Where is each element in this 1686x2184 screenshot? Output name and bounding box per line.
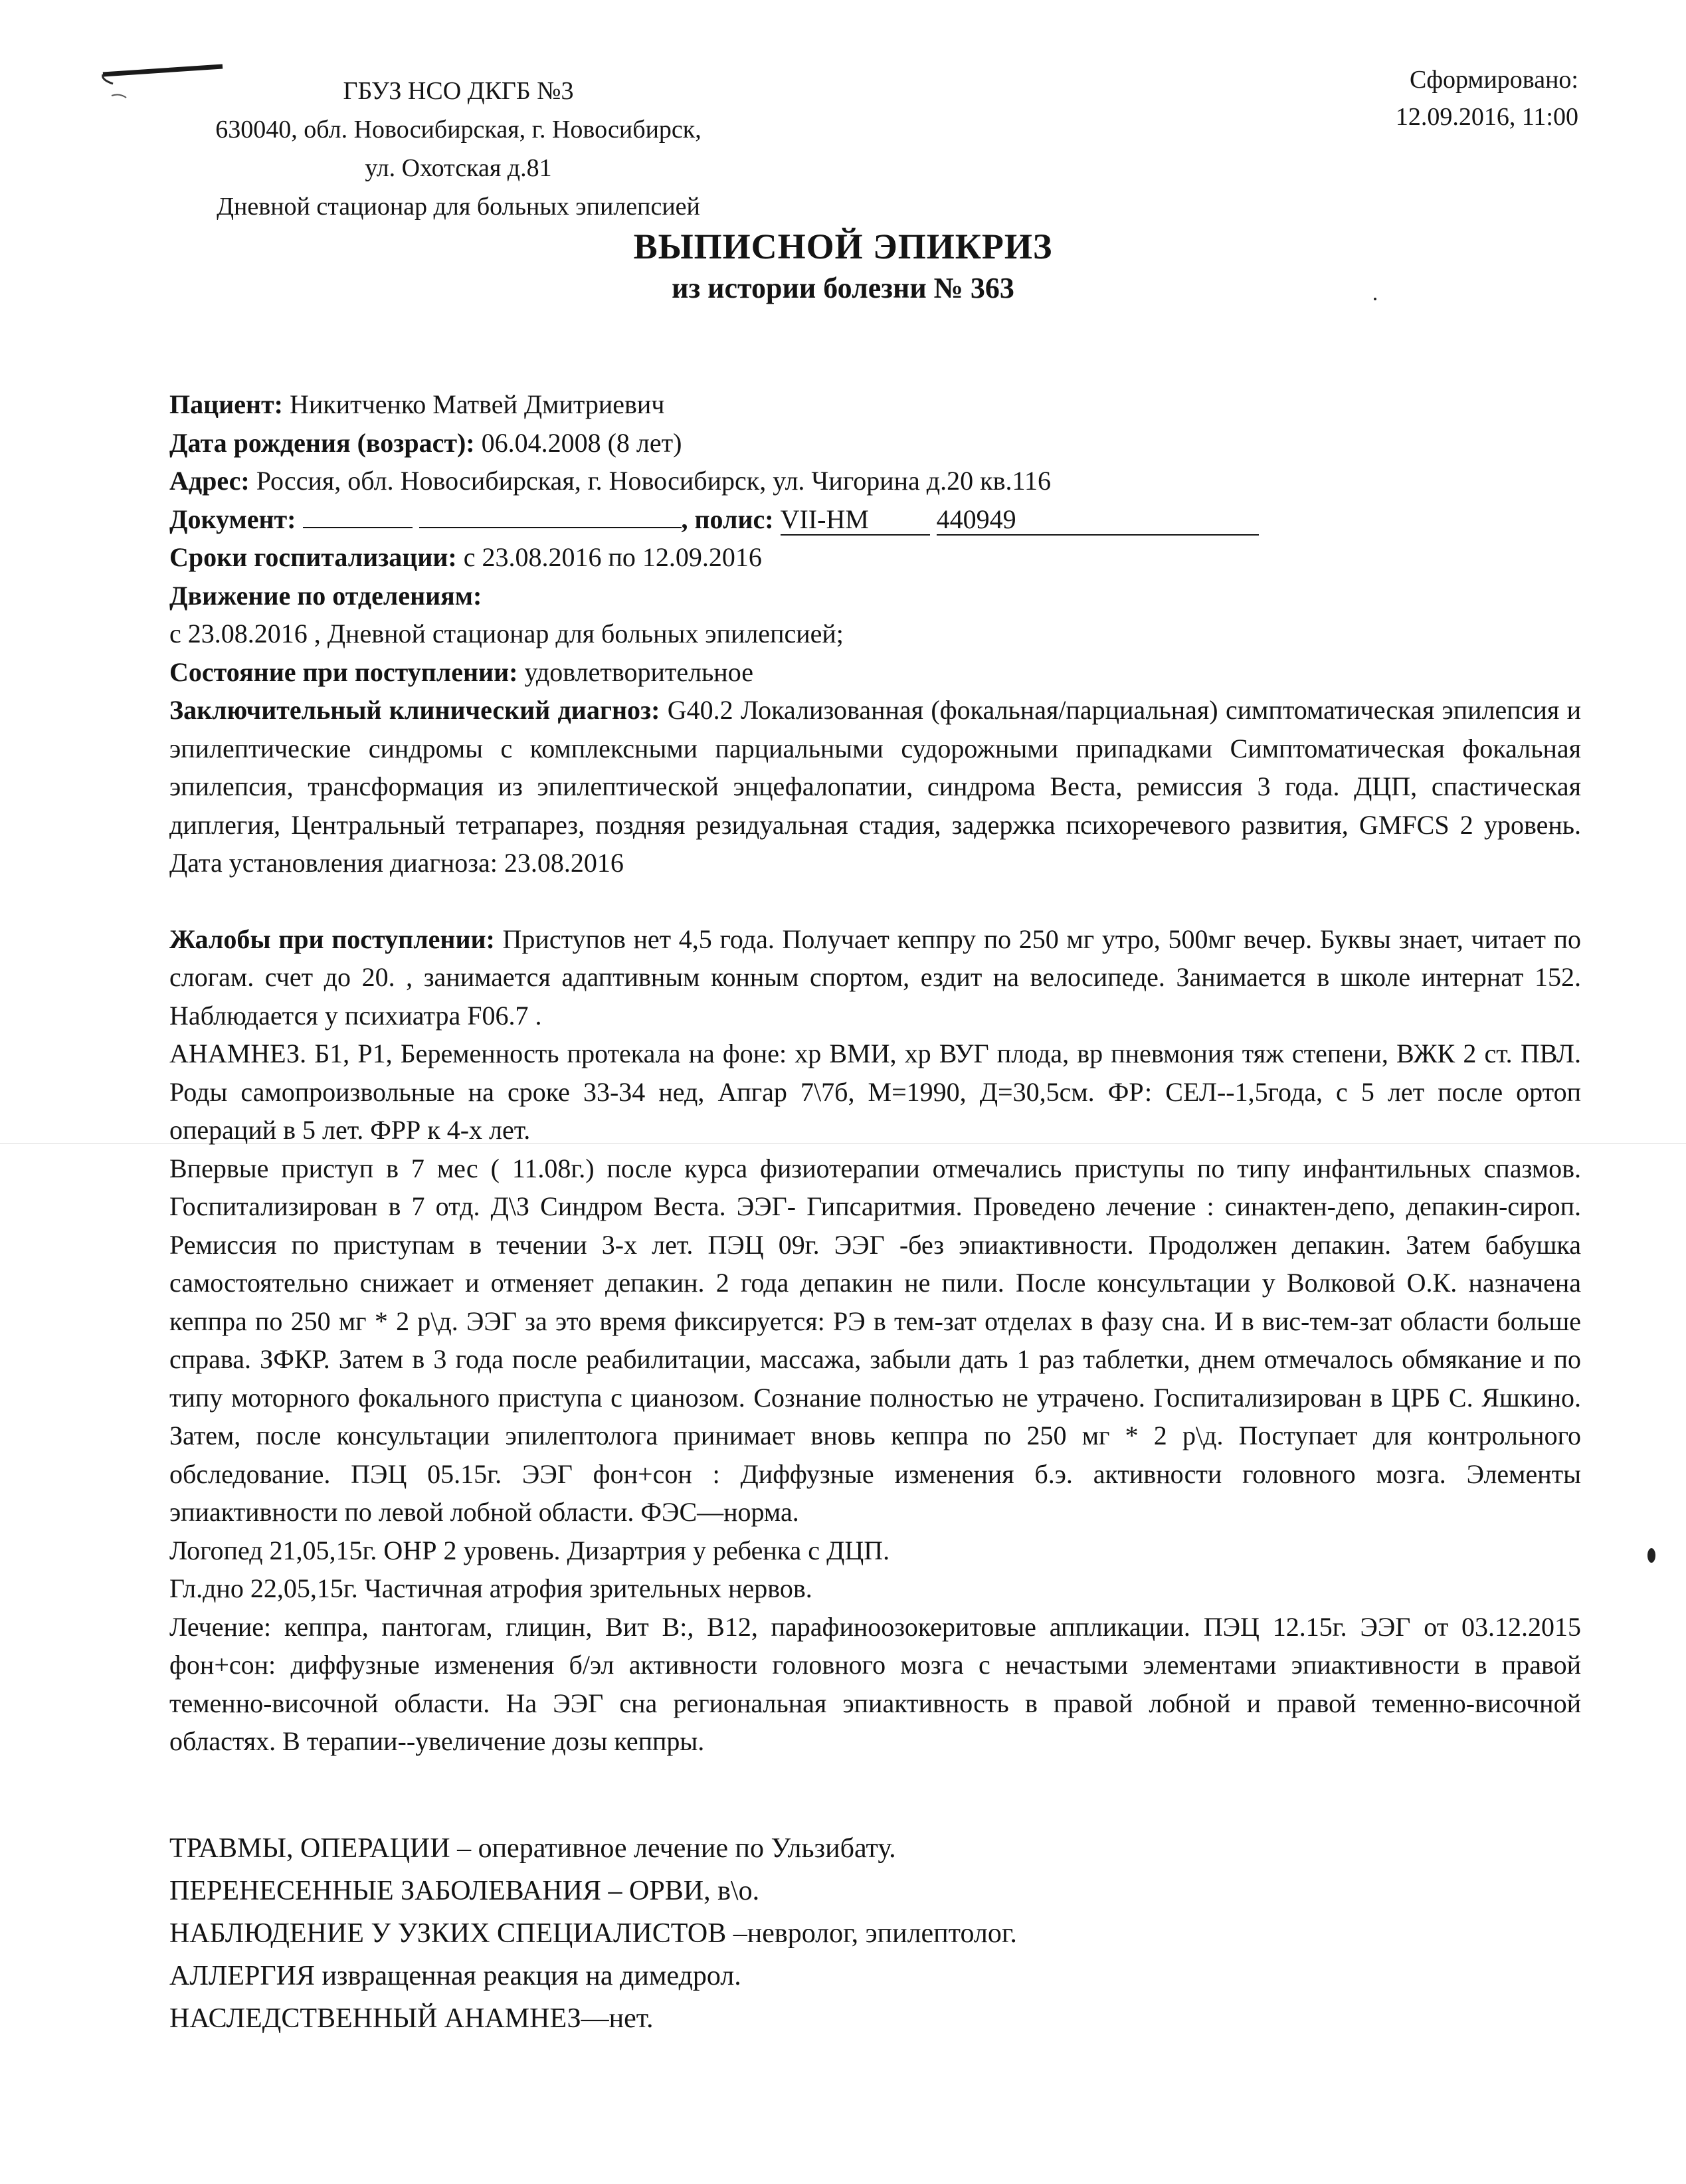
history-section: [169, 1827, 1581, 2040]
formed-timestamp: [1113, 61, 1578, 136]
organization-header: [159, 72, 757, 226]
speech-therapist-line: Логопед 21,05,15г. ОНР 2 уровень. Дизартрия у ребенка с ДЦП.: [169, 1535, 890, 1565]
dob-line: [169, 424, 1581, 462]
trauma-line: ТРАВМЫ, ОПЕРАЦИИ – оперативное лечение по Ульзибату.: [169, 1833, 896, 1864]
org-address-line: 630040, обл. Новосибирская, г. Новосибирск,: [215, 116, 702, 144]
admission-line: [169, 653, 1581, 692]
patient-name: Никитченко Матвей Дмитриевич: [282, 389, 665, 419]
complaints-paragraph: [169, 920, 1581, 1035]
treatment-paragraph: Лечение: кеппра, пантогам, глицин, Вит В:, В12, парафиноозокеритовые аппликации. ПЭЦ 12.15г. ЭЭГ от 03.12.2015 фон+сон: диффузные изменения б/эл активности головного мозга с нечастыми элементами эпиактивности в правой теменно-височной области. На ЭЭГ сна региональная эпиактивность в правой лобной и правой теменно-височной областях. В терапии--увеличение дозы кеппры.: [169, 1611, 1581, 1756]
diagnosis-label: Заключительный клинический диагноз:: [169, 695, 660, 725]
movement-value: с 23.08.2016 , Дневной стационар для больных эпилепсией;: [169, 619, 844, 648]
spacer: [169, 882, 1581, 920]
stay-value: с 23.08.2016 по 12.09.2016: [456, 542, 762, 572]
diagnosis-paragraph: [169, 691, 1581, 882]
org-department: Дневной стационар для больных эпилепсией: [217, 193, 700, 221]
dob-label: Дата рождения (возраст):: [169, 427, 475, 458]
address-value: Россия, обл. Новосибирская, г. Новосибирск, ул. Чигорина д.20 кв.116: [249, 466, 1051, 496]
dob-value: 06.04.2008 (8 лет): [474, 427, 682, 458]
stay-line: [169, 538, 1581, 577]
admission-value: удовлетворительное: [517, 656, 753, 687]
patient-label: Пациент:: [169, 389, 283, 419]
seizure-history-paragraph: Впервые приступ в 7 мес ( 11.08г.) после курса физиотерапии отмечались приступы по типу инфантильных спазмов. Госпитализирован в 7 отд. Д\З Синдром Веста. ЭЭГ- Гипсаритмия. Проведено лечение : синактен-депо, депакин-сироп. Ремиссия по приступам в течении 3-х лет. ПЭЦ 09г. ЭЭГ -без эпиактивности. Продолжен депакин. Затем бабушка самостоятельно снижает и отменяет депакин. 2 года депакин не пили. После консультации у Волковой О.К. назначена кеппра по 250 мг * 2 р\д. ЭЭГ за это время фиксируется: РЭ в тем-зат отделах в фазу сна. И в вис-тем-зат области больше справа. ЗФКР. Затем в 3 года после реабилитации, массажа, забыли дать 1 раз таблетки, днем отмечалось обмякание и по типу моторного фокального приступа с цианозом. Сознание полностью не утрачено. Госпитализирован в ЦРБ С. Яшкино. Затем, после консультации эпилептолога принимает вновь кеппра по 250 мг * 2 р\д. Поступает для контрольного обследование. ПЭЦ 05.15г. ЭЭГ фон+сон : Диффузные изменения б.э. активности головного мозга. Элементы эпиактивности по левой лобной области. ФЭС—норма.: [169, 1153, 1581, 1527]
complaints-label: Жалобы при поступлении:: [169, 924, 495, 954]
document-number-blank: [419, 500, 682, 528]
policy-series-text: VII-НМ: [780, 504, 869, 534]
specialists-line: НАБЛЮДЕНИЕ У УЗКИХ СПЕЦИАЛИСТОВ –невролог, эпилептолог.: [169, 1918, 1017, 1949]
past-illness-line: ПЕРЕНЕСЕННЫЕ ЗАБОЛЕВАНИЯ – ОРВИ, в\о.: [169, 1875, 760, 1906]
document-series-blank: [303, 500, 413, 528]
admission-label: Состояние при поступлении:: [169, 656, 518, 687]
stay-label: Сроки госпитализации:: [169, 542, 457, 572]
diagnosis-text: G40.2 Локализованная (фокальная/парциальная) симптоматическая эпилепсия и эпилептические синдромы с комплексными парциальными судорожными припадками Симптоматическая фокальная эпилепсия, трансформация из эпилептической энцефалопатии, синдрома Веста, ремиссия 3 года. ДЦП, спастическая диплегия, Центральный тетрапарез, поздняя резидуальная стадия, задержка психоречевого развития, GMFCS 2 уровень. Дата установления диагноза: 23.08.2016: [169, 695, 1581, 878]
org-name: ГБУЗ НСО ДКГБ №3: [343, 77, 574, 105]
document-title: ВЫПИСНОЙ ЭПИКРИЗ: [633, 227, 1053, 266]
document-label: Документ:: [169, 504, 296, 534]
policy-number: [937, 505, 1259, 536]
policy-number-text: 440949: [936, 504, 1016, 534]
document-line: [169, 500, 1581, 539]
complaints-text: Приступов нет 4,5 года. Получает кеппру по 250 мг утро, 500мг вечер. Буквы знает, читает по слогам. счет до 20. , занимается адаптивным конным спортом, ездит на велосипеде. Занимается в школе интернат 152. Наблюдается у психиатра F06.7 .: [169, 924, 1581, 1031]
scan-speck: [1647, 1548, 1655, 1563]
org-street: ул. Охотская д.81: [365, 154, 552, 182]
document-subtitle: из истории болезни № 363: [672, 272, 1014, 304]
patient-line: [169, 385, 1581, 424]
policy-label: , полис:: [681, 504, 774, 534]
heredity-line: НАСЛЕДСТВЕННЫЙ АНАМНЕЗ—нет.: [169, 2003, 654, 2034]
policy-series: [781, 505, 930, 536]
document-body: [169, 385, 1581, 2040]
spacer: [169, 1761, 1581, 1827]
address-label: Адрес:: [169, 466, 250, 496]
allergy-line: АЛЛЕРГИЯ извращенная реакция на димедрол.: [169, 1960, 741, 1991]
fundus-line: Гл.дно 22,05,15г. Частичная атрофия зрительных нервов.: [169, 1573, 812, 1603]
formed-label: Сформировано:: [1410, 66, 1578, 94]
movement-label: Движение по отделениям:: [169, 580, 482, 611]
address-line: [169, 462, 1581, 500]
formed-value: 12.09.2016, 11:00: [1395, 103, 1578, 131]
anamnesis-paragraph: АНАМНЕЗ. Б1, Р1, Беременность протекала на фоне: хр ВМИ, хр ВУГ плода, вр пневмония тяж степени, ВЖК 2 ст. ПВЛ. Роды самопроизвольные на сроке 33-34 нед, Апгар 7\7б, М=1990, Д=30,5см. ФР: СЕЛ--1,5года, с 5 лет после ортоп операций в 5 лет. ФРР к 4-х лет.: [169, 1039, 1581, 1145]
